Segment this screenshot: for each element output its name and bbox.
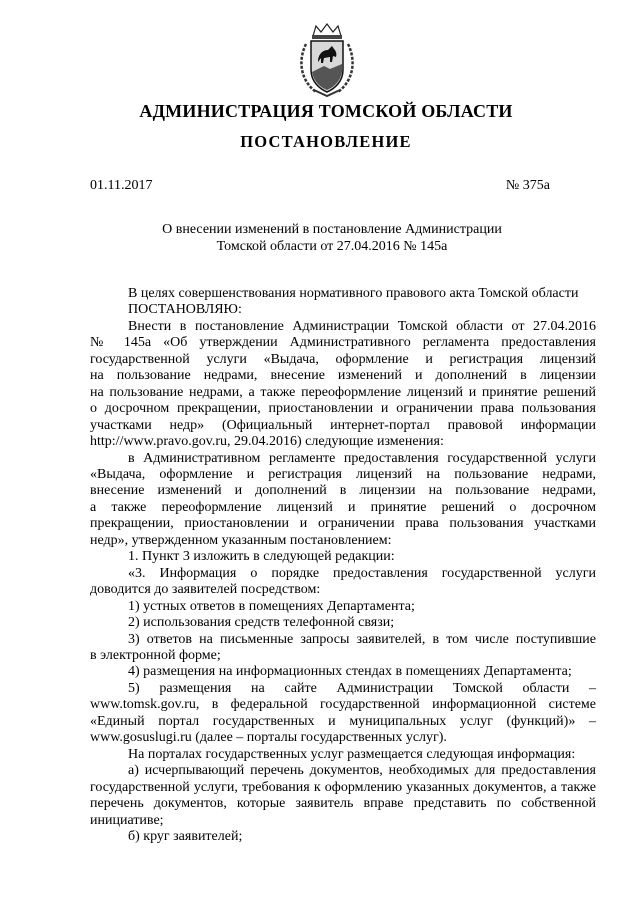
document-body — [90, 286, 596, 845]
body-line: «Выдача, оформление и регистрация лицензий на пользование недрами, — [90, 466, 596, 482]
body-line: государственной услуги, требования к оформлению указанных документов, а также — [90, 779, 596, 795]
body-paragraph — [90, 286, 596, 845]
body-line: недр», утвержденном указанным постановлением: — [90, 532, 392, 548]
document-date: 01.11.2017 — [90, 178, 153, 193]
body-line: инициативе; — [90, 812, 164, 828]
body-line: участками недр» (Официальный интернет-портал правовой информации — [90, 417, 596, 433]
body-line: 3) ответов на письменные запросы заявителей, в том числе поступившие — [128, 631, 596, 647]
body-line: 1. Пункт 3 изложить в следующей редакции: — [128, 549, 395, 565]
body-line: в электронной форме; — [90, 647, 221, 663]
body-line: 2) использования средств телефонной связи; — [128, 615, 395, 631]
body-line: 1) устных ответов в помещениях Департамента; — [128, 598, 415, 614]
body-line: www.tomsk.gov.ru, в федеральной государственной информационной системе — [90, 697, 596, 713]
body-line: государственной услуги «Выдача, оформление и регистрация лицензий — [90, 351, 596, 367]
body-line: на пользование недрами, внесение изменений и дополнений в лицензии — [90, 368, 596, 384]
body-line: ПОСТАНОВЛЯЮ: — [128, 302, 242, 318]
document-type: ПОСТАНОВЛЕНИЕ — [240, 132, 412, 151]
body-line: прекращении, приостановлении и ограничении права пользования участками — [90, 516, 596, 532]
body-line: 5) размещения на сайте Администрации Томской области – — [128, 680, 596, 696]
body-line: «Единый портал государственных и муниципальных услуг (функций)» – — [90, 713, 596, 729]
body-line: http://www.pravo.gov.ru, 29.04.2016) следующие изменения: — [90, 434, 444, 450]
subject-line: Томской области от 27.04.2016 № 145а — [216, 239, 448, 254]
body-line: а также переоформление лицензий и принятие решений о досрочном — [90, 499, 596, 515]
body-line: в Административном регламенте предоставления государственной услуги — [128, 450, 596, 466]
subject-line: О внесении изменений в постановление Администрации — [162, 222, 502, 237]
body-line: на пользование недрами, а также переоформление лицензий и принятие решений — [90, 384, 596, 400]
body-line: На порталах государственных услуг размещается следующая информация: — [128, 746, 576, 762]
body-line: www.gosuslugi.ru (далее – порталы государственных услуг). — [90, 730, 447, 746]
body-line: а) исчерпывающий перечень документов, необходимых для предоставления — [128, 763, 596, 779]
tomsk-coat-of-arms-icon — [296, 22, 358, 98]
body-line: Внести в постановление Администрации Томской области от 27.04.2016 — [128, 318, 596, 334]
body-line: доводится до заявителей посредством: — [90, 582, 321, 598]
body-line: внесение изменений и дополнений в лицензии на пользование недрами, — [90, 483, 596, 499]
document-number: № 375а — [505, 178, 550, 193]
body-line: о досрочном прекращении, приостановлении и ограничении права пользования — [90, 401, 596, 417]
body-line: перечень документов, которые заявитель вправе представить по собственной — [90, 796, 596, 812]
body-line: б) круг заявителей; — [128, 828, 243, 844]
body-line: В целях совершенствования нормативного правового акта Томской области — [128, 286, 579, 301]
body-line: «3. Информация о порядке предоставления государственной услуги — [128, 565, 596, 581]
body-line: 4) размещения на информационных стендах в помещениях Департамента; — [128, 664, 572, 680]
organization-title: АДМИНИСТРАЦИЯ ТОМСКОЙ ОБЛАСТИ — [139, 101, 513, 121]
body-line: № 145а «Об утверждении Административного регламента предоставления — [90, 335, 596, 351]
